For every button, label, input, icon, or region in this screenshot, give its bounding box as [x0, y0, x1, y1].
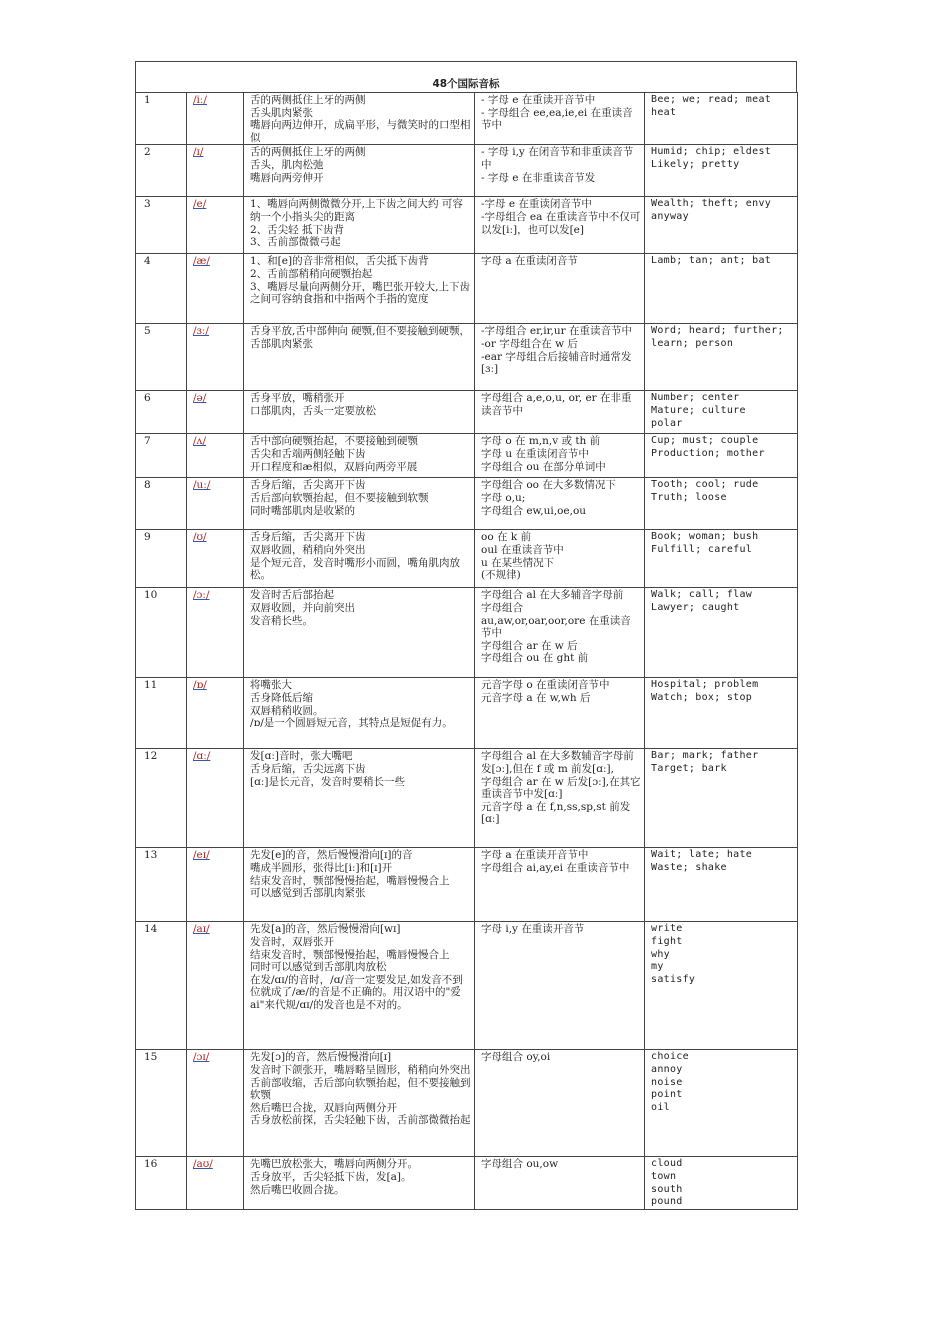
example-words: [645, 197, 798, 254]
letter-combinations: [475, 588, 645, 678]
description-line: 双唇稍稍收圆。: [250, 704, 324, 717]
example-line: heat: [651, 106, 677, 118]
letter-rule-line: 字母组合 al 在大多数辅音字母前发[ɔː],但在 f 或 m 前发[ɑː],: [481, 750, 634, 775]
example-line: point: [651, 1089, 683, 1101]
phonetic-symbol-link[interactable]: /ɔɪ/: [193, 1051, 210, 1064]
phonetic-symbol-cell: [187, 324, 244, 391]
example-line: write: [651, 923, 683, 935]
letter-combinations: [475, 1157, 645, 1209]
example-words: [645, 1050, 798, 1157]
pronunciation-description: [244, 749, 475, 848]
example-words: [645, 588, 798, 678]
description-line: 舌身平放,舌中部伸向 硬颚,但不要接触到硬颚，舌部肌肉紧张: [250, 325, 471, 350]
description-line: 舌身后缩，舌尖离开下齿: [250, 479, 366, 492]
description-line: 1、嘴唇向两侧微微分开,上下齿之间大约 可容纳一个小指头尖的距离: [250, 198, 463, 223]
row-number: 2: [136, 145, 187, 197]
example-line: Cup; must; couple: [651, 435, 759, 447]
phonetic-symbol-cell: [187, 848, 244, 922]
row-number: 16: [136, 1157, 187, 1209]
document-page: [135, 61, 797, 1210]
description-line: 然后嘴巴合拢，双唇向两侧分开: [250, 1101, 397, 1114]
phonetic-symbol-cell: [187, 678, 244, 749]
letter-rule-line: - 字母 i,y 在闭音节和非重读音节中: [481, 146, 634, 171]
table-row: [136, 324, 798, 391]
phonetic-symbol-link[interactable]: /æ/: [193, 255, 210, 268]
table-row: [136, 1157, 798, 1209]
description-line: 嘴唇向两边伸开，成扁平形，与微笑时的口型相似: [250, 119, 471, 144]
letter-rule-line: 字母 u 在重读闭音节中: [481, 447, 589, 460]
row-number: 5: [136, 324, 187, 391]
letter-rule-line: 字母组合 ar 在 w 后发[ɔː],在其它重读音节中发[ɑː]: [481, 775, 641, 801]
description-line: 先发[e]的音，然后慢慢滑向[ɪ]的音: [250, 849, 413, 862]
pronunciation-description: [244, 530, 475, 588]
letter-rule-line: 字母组合 ou,ow: [481, 1158, 559, 1171]
letter-rule-line: au,aw,or,oar,oor,ore 在重读音节中: [481, 614, 631, 640]
example-line: annoy: [651, 1063, 683, 1075]
example-line: Humid; chip; eldest: [651, 146, 772, 158]
row-number: 6: [136, 391, 187, 434]
example-line: town: [651, 1170, 677, 1182]
description-line: 先发[a]的音，然后慢慢滑向[wɪ]: [250, 923, 401, 936]
example-line: Word; heard; further;: [651, 325, 784, 337]
description-line: 舌身后缩，舌尖远离下齿: [250, 762, 366, 775]
pronunciation-description: [244, 478, 475, 530]
table-row: [136, 145, 798, 197]
phonetic-symbol-link[interactable]: /ɑː/: [193, 750, 211, 763]
letter-combinations: [475, 434, 645, 478]
letter-combinations: [475, 530, 645, 588]
example-line: noise: [651, 1076, 683, 1088]
letter-rule-line: u 在某些情况下: [481, 556, 555, 569]
table-row: [136, 391, 798, 434]
description-line: 舌身降低后缩: [250, 691, 313, 704]
letter-combinations: [475, 922, 645, 1050]
phonetic-symbol-cell: [187, 922, 244, 1050]
pronunciation-description: [244, 391, 475, 434]
title-box: [135, 61, 797, 93]
description-line: 结束发音时，颚部慢慢抬起，嘴唇慢慢合上: [250, 948, 450, 961]
example-words: [645, 145, 798, 197]
phonetic-symbol-cell: [187, 478, 244, 530]
row-number: 3: [136, 197, 187, 254]
example-line: my: [651, 961, 664, 973]
phonetic-symbol-cell: [187, 1050, 244, 1157]
letter-rule-line: 字母组合 a,e,o,u, or, er 在非重读音节中: [481, 392, 632, 417]
description-line: 舌身放平，舌尖轻抵下齿，发[a]。: [250, 1170, 412, 1183]
example-words: [645, 391, 798, 434]
description-line: 嘴唇向两旁伸开: [250, 171, 324, 184]
table-row: [136, 478, 798, 530]
letter-rule-line: 字母 o,u;: [481, 491, 526, 504]
example-words: [645, 678, 798, 749]
description-line: [ɑː]是长元音，发音时要稍长一些: [250, 775, 405, 788]
description-line: 在发/ɑɪ/的音时，/ɑ/音一定要发足,如发音不到位就成了/æ/的音是不正确的。用汉语中的"爱 ai"来代规/ɑɪ/的发音也是不对的。: [250, 973, 465, 1011]
table-row: [136, 749, 798, 848]
table-row: [136, 530, 798, 588]
letter-rule-line: - 字母 e 在重读开音节中: [481, 94, 596, 106]
description-line: 舌尖和舌端两侧轻触下齿: [250, 447, 366, 460]
table-row: [136, 1050, 798, 1157]
example-words: [645, 324, 798, 391]
example-words: [645, 434, 798, 478]
pronunciation-description: [244, 848, 475, 922]
letter-rule-line: -字母组合 ea 在重读音节中不仅可以发[iː]，也可以发[e]: [481, 210, 641, 236]
pronunciation-description: [244, 93, 475, 145]
description-line: 发[ɑː]音时，张大嘴吧: [250, 750, 353, 763]
phonetic-symbol-link[interactable]: /ɔː/: [193, 589, 210, 602]
description-line: 舌中部向硬颚抬起，不要接触到硬颚: [250, 435, 418, 448]
pronunciation-description: [244, 678, 475, 749]
example-line: Truth; loose: [651, 491, 727, 503]
example-words: [645, 93, 798, 145]
description-line: 结束发音时，颚部慢慢抬起，嘴唇慢慢合上: [250, 874, 450, 887]
letter-rule-line: 元音字母 o 在重读闭音节中: [481, 679, 610, 692]
example-line: oil: [651, 1101, 670, 1113]
phonetic-symbol-cell: [187, 145, 244, 197]
example-line: Mature; culture: [651, 404, 746, 416]
row-number: 11: [136, 678, 187, 749]
description-line: 舌身放松前探，舌尖轻触下齿，舌前部微微抬起: [250, 1114, 471, 1127]
letter-combinations: [475, 678, 645, 749]
description-line: 舌的两侧抵住上牙的两侧: [250, 94, 366, 106]
phonetic-symbol-cell: [187, 391, 244, 434]
phonetic-symbol-cell: [187, 530, 244, 588]
pronunciation-description: [244, 324, 475, 391]
description-line: 舌的两侧抵住上牙的两侧: [250, 146, 366, 159]
letter-rule-line: (不规律): [481, 569, 521, 582]
example-line: Lawyer; caught: [651, 601, 740, 613]
phonetic-table: [135, 92, 798, 1210]
example-words: [645, 749, 798, 848]
example-line: Wealth; theft; envy: [651, 198, 772, 210]
example-line: Fulfill; careful: [651, 543, 753, 555]
description-line: 发音时，双唇张开: [250, 935, 334, 948]
table-row: [136, 678, 798, 749]
phonetic-symbol-link[interactable]: /aɪ/: [193, 923, 210, 936]
phonetic-symbol-cell: [187, 434, 244, 478]
description-line: 嘴成半圆形，张得比[iː]和[ɪ]开: [250, 861, 393, 874]
description-line: 将嘴张大: [250, 679, 292, 692]
table-row: [136, 93, 798, 145]
example-words: [645, 478, 798, 530]
letter-rule-line: 字母组合 ou 在 ght 前: [481, 652, 589, 665]
table-row: [136, 588, 798, 678]
letter-rule-line: oul 在重读音节中: [481, 543, 564, 556]
example-line: Production; mother: [651, 447, 765, 459]
description-line: 先发[ɔ]的音，然后慢慢滑向[ɪ]: [250, 1051, 392, 1064]
description-line: 开口程度和æ相似，双唇向两旁平展: [250, 460, 418, 473]
example-line: Target; bark: [651, 762, 727, 774]
row-number: 1: [136, 93, 187, 145]
pronunciation-description: [244, 254, 475, 324]
pronunciation-description: [244, 588, 475, 678]
example-line: Likely; pretty: [651, 158, 740, 170]
description-line: 3、舌前部微微弓起: [250, 236, 341, 249]
letter-combinations: [475, 391, 645, 434]
description-line: 发音时下颌张开，嘴唇略呈圆形，稍稍向外突出: [250, 1063, 471, 1076]
description-line: /ɒ/是一个圆唇短元音，其特点是短促有力。: [250, 717, 453, 730]
example-line: learn; person: [651, 337, 734, 349]
letter-rule-line: oo 在 k 前: [481, 531, 532, 544]
table-row: [136, 434, 798, 478]
letter-rule-line: 字母 i,y 在重读开音节: [481, 923, 585, 936]
letter-combinations: [475, 93, 645, 145]
phonetic-symbol-link[interactable]: /uː/: [193, 479, 211, 492]
letter-combinations: [475, 1050, 645, 1157]
letter-combinations: [475, 197, 645, 254]
example-line: Lamb; tan; ant; bat: [651, 255, 772, 267]
letter-rule-line: 字母 a 在重读开音节中: [481, 849, 589, 862]
letter-rule-line: 字母组合: [481, 601, 523, 614]
description-line: 舌头肌肉紧张: [250, 106, 313, 119]
description-line: 2、舌前部稍稍向硬颚抬起: [250, 267, 373, 280]
row-number: 4: [136, 254, 187, 324]
row-number: 8: [136, 478, 187, 530]
pronunciation-description: [244, 145, 475, 197]
pronunciation-description: [244, 1050, 475, 1157]
row-number: 15: [136, 1050, 187, 1157]
description-line: 3、嘴唇尽量向两侧分开，嘴巴张开较大,上下齿之间可容纳食指和中指两个手指的宽度: [250, 280, 471, 306]
letter-rule-line: 字母组合 ai,ay,ei 在重读音节中: [481, 861, 630, 874]
phonetic-symbol-link[interactable]: /ʊ/: [193, 531, 207, 544]
row-number: 13: [136, 848, 187, 922]
phonetic-symbol-cell: [187, 588, 244, 678]
phonetic-symbol-cell: [187, 749, 244, 848]
description-line: 发音时舌后部抬起: [250, 589, 334, 602]
letter-rule-line: 字母 o 在 m,n,v 或 th 前: [481, 435, 601, 448]
phonetic-symbol-link[interactable]: /ɪ/: [193, 146, 204, 159]
letter-rule-line: 字母组合 ar 在 w 后: [481, 639, 578, 652]
letter-rule-line: -ear 字母组合后接辅音时通常发[ɜː]: [481, 350, 632, 376]
description-line: 双唇收圆，稍稍向外突出: [250, 543, 366, 556]
example-words: [645, 848, 798, 922]
description-line: 先嘴巴放松张大，嘴唇向两侧分开。: [250, 1158, 418, 1171]
example-line: Waste; shake: [651, 861, 727, 873]
example-words: [645, 530, 798, 588]
letter-rule-line: -字母 e 在重读闭音节中: [481, 198, 592, 211]
phonetic-symbol-link[interactable]: /iː/: [193, 94, 207, 106]
letter-rule-line: - 字母 e 在非重读音节发: [481, 171, 596, 184]
letter-rule-line: - 字母组合 ee,ea,ie,ei 在重读音节中: [481, 106, 633, 132]
table-body: [136, 93, 798, 1210]
example-line: cloud: [651, 1158, 683, 1170]
phonetic-symbol-link[interactable]: /e/: [193, 198, 207, 211]
example-line: Wait; late; hate: [651, 849, 753, 861]
phonetic-symbol-cell: [187, 1157, 244, 1209]
example-words: [645, 254, 798, 324]
row-number: 9: [136, 530, 187, 588]
letter-combinations: [475, 324, 645, 391]
table-row: [136, 197, 798, 254]
letter-combinations: [475, 254, 645, 324]
table-title: 48个国际音标: [432, 78, 500, 90]
letter-combinations: [475, 749, 645, 848]
letter-rule-line: 字母组合 al 在大多辅音字母前: [481, 589, 624, 602]
phonetic-symbol-link[interactable]: /ə/: [193, 392, 207, 405]
letter-rule-line: -or 字母组合在 w 后: [481, 337, 578, 350]
row-number: 14: [136, 922, 187, 1050]
example-line: pound: [651, 1196, 683, 1208]
description-line: 舌后部向软颚抬起，但不要接触到软颚: [250, 491, 429, 504]
row-number: 10: [136, 588, 187, 678]
table-row: [136, 922, 798, 1050]
letter-rule-line: 字母 a 在重读闭音节: [481, 255, 578, 268]
phonetic-symbol-cell: [187, 197, 244, 254]
pronunciation-description: [244, 1157, 475, 1209]
example-line: Hospital; problem: [651, 679, 759, 691]
letter-combinations: [475, 145, 645, 197]
phonetic-symbol-link[interactable]: /ɜː/: [193, 325, 209, 338]
phonetic-symbol-cell: [187, 93, 244, 145]
example-line: anyway: [651, 210, 689, 222]
description-line: 发音稍长些。: [250, 614, 313, 627]
description-line: 舌头，肌肉松弛: [250, 158, 324, 171]
letter-rule-line: 元音字母 a 在 f,n,ss,sp,st 前发[ɑː]: [481, 800, 631, 826]
row-number: 12: [136, 749, 187, 848]
description-line: 然后嘴巴收圆合拢。: [250, 1183, 345, 1196]
table-row: [136, 848, 798, 922]
example-line: south: [651, 1183, 683, 1195]
phonetic-symbol-link[interactable]: /ɒ/: [193, 679, 207, 692]
letter-rule-line: -字母组合 er,ir,ur 在重读音节中: [481, 325, 632, 338]
example-line: Walk; call; flaw: [651, 589, 753, 601]
letter-rule-line: 字母组合 oy,oi: [481, 1051, 551, 1064]
example-line: Tooth; cool; rude: [651, 479, 759, 491]
example-words: [645, 922, 798, 1050]
example-line: choice: [651, 1051, 689, 1063]
phonetic-symbol-link[interactable]: /ʌ/: [193, 435, 207, 448]
example-line: satisfy: [651, 973, 696, 985]
description-line: 2、舌尖轻 抵下齿背: [250, 223, 345, 236]
example-line: why: [651, 948, 670, 960]
description-line: 口部肌肉，舌头一定要放松: [250, 404, 376, 417]
table-row: [136, 254, 798, 324]
phonetic-symbol-link[interactable]: /aʊ/: [193, 1158, 213, 1171]
example-line: Bar; mark; father: [651, 750, 759, 762]
phonetic-symbol-link[interactable]: /eɪ/: [193, 849, 210, 862]
example-line: polar: [651, 417, 683, 429]
description-line: 同时嘴部肌肉是收紧的: [250, 504, 355, 517]
pronunciation-description: [244, 197, 475, 254]
description-line: 双唇收圆，并向前突出: [250, 601, 355, 614]
description-line: 舌前部收缩，舌后部向软颚抬起，但不要接触到软颚: [250, 1076, 471, 1102]
example-line: Bee; we; read; meat: [651, 94, 772, 105]
letter-combinations: [475, 848, 645, 922]
example-line: Number; center: [651, 392, 740, 404]
example-line: fight: [651, 935, 683, 947]
description-line: 是个短元音，发音时嘴形小而圆，嘴角肌肉放松。: [250, 556, 460, 582]
description-line: 1、和[e]的音非常相似，舌尖抵下齿背: [250, 255, 429, 268]
phonetic-symbol-cell: [187, 254, 244, 324]
row-number: 7: [136, 434, 187, 478]
letter-rule-line: 字母组合 oo 在大多数情况下: [481, 479, 616, 492]
letter-rule-line: 字母组合 ew,ui,oe,ou: [481, 504, 587, 517]
example-line: Book; woman; bush: [651, 531, 759, 543]
letter-rule-line: 元音字母 a 在 w,wh 后: [481, 691, 591, 704]
description-line: 同时可以感觉到舌部肌肉放松: [250, 961, 387, 974]
example-words: [645, 1157, 798, 1209]
pronunciation-description: [244, 922, 475, 1050]
letter-combinations: [475, 478, 645, 530]
letter-rule-line: 字母组合 ou 在部分单词中: [481, 460, 606, 473]
example-line: Watch; box; stop: [651, 691, 753, 703]
description-line: 可以感觉到舌部肌肉紧张: [250, 887, 366, 900]
pronunciation-description: [244, 434, 475, 478]
description-line: 舌身后缩，舌尖离开下齿: [250, 531, 366, 544]
description-line: 舌身平放，嘴稍张开: [250, 392, 345, 405]
